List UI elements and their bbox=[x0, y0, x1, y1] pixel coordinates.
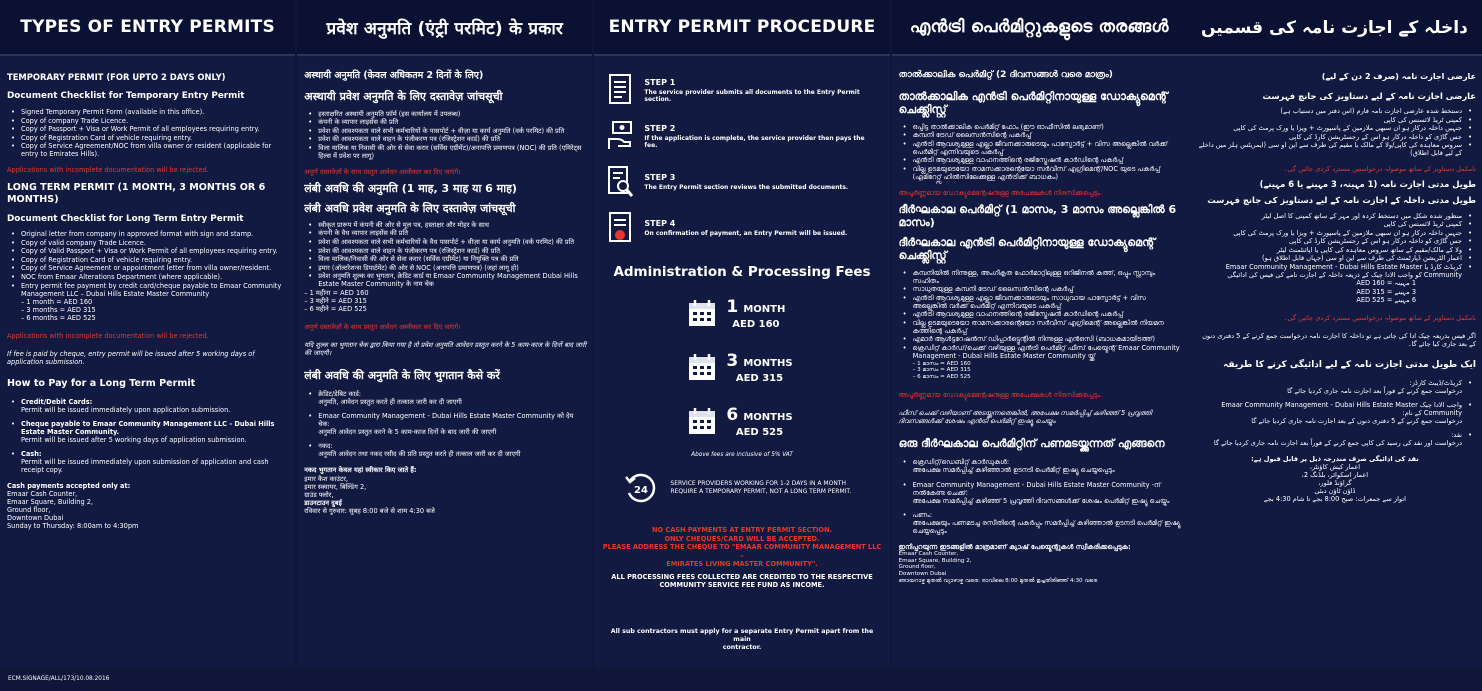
how-to-pay-title: How to Pay for a Long Term Permit bbox=[7, 378, 196, 390]
rejection-warning: نامکمل دستاویز کے ساتھ موصولہ درخواستیں مسترد کردی جائیں گی۔ bbox=[1283, 313, 1477, 322]
rejection-warning: അപൂർണ്ണമായ ഡോക്യുമെന്റേഷനുള്ള അപേക്ഷകൾ നിരസിക്കപ്പെടും. bbox=[898, 390, 1103, 399]
step-title: STEP 4 bbox=[644, 219, 676, 228]
list-item: • എൻട്രി ആവശ്യമുള്ള എല്ലാ ജീവനക്കാരുടെയും പാസ്പോർട്ട് + വിസ അല്ലെങ്കിൽ വർക്ക് പെർമിറ്റ് എന്നിവയുടെ പകർപ്പ് bbox=[899, 140, 1181, 156]
list-item: • Copy of Service Agreement or appointment letter from villa owner/resident. bbox=[7, 264, 289, 272]
long-term-permit-title: लंबी अवधि की अनुमति (1 माह, 3 माह या 6 माह) bbox=[304, 182, 517, 196]
fee-list bbox=[304, 289, 586, 313]
column-body bbox=[0, 56, 295, 530]
list-item: • کریڈٹ کارڈ یا Emaar Community Management - Dubai Hills Estate Master Community کو واجب الادا چیک کے ذریعہ داخلہ کے اجازت نامے کی فیس کی ادائیگی bbox=[1194, 263, 1476, 279]
warning-line: NO CASH PAYMENTS AT ENTRY PERMIT SECTION. bbox=[651, 526, 833, 534]
address-line: Downtown Dubai bbox=[898, 571, 947, 578]
list-item: • جس گاڑی کو داخلہ درکار ہو اس کے رجسٹریشن کارڈ کی کاپی bbox=[1194, 237, 1476, 245]
payment-method-title: • പണം: bbox=[912, 510, 932, 519]
temporary-permit-title: TEMPORARY PERMIT (FOR UPTO 2 DAYS ONLY) bbox=[7, 72, 226, 82]
list-item: • विला मालिक/निवासी की ओर से सेवा करार (सर्विस एग्रीमेंट) या नियुक्ति पत्र की प्रति bbox=[304, 255, 586, 263]
list-item: • ولا کے مالک/مقیم کے ساتھ سروس معاہدہ کی کاپی یا اپائنٹمنٹ لیٹر bbox=[1194, 246, 1476, 254]
list-item: • स्वीकृत प्रारूप में कंपनी की ओर से मूल पत्र, हस्ताक्षर और मोहर के साथ bbox=[304, 221, 586, 229]
list-item: • منظور شدہ شکل میں دستخط کردہ اور مہر کے ساتھ کمپنی کا اصل لیٹر bbox=[1194, 212, 1476, 220]
fee-list bbox=[899, 361, 1181, 381]
list-item: • प्रवेश की आवश्यकता वाले वाहन के पंजीकरण पत्र (रजिस्ट्रेशन कार्ड) की प्रति bbox=[304, 247, 586, 255]
temporary-checklist-title: താൽക്കാലിക എൻട്രി പെർമിറ്റിനായുള്ള ഡോക്യുമെന്റ് ചെക്ക്ലിസ്റ്റ് bbox=[898, 89, 1168, 117]
address-line: اتوار سے جمعرات: صبح 8:00 بجے تا شام 4:30 بجے bbox=[1263, 495, 1406, 503]
list-item: • എൻട്രി ആവശ്യമുള്ള വാഹനത്തിന്റെ രജിസ്ട്രേഷൻ കാർഡിന്റെ പകർപ്പ് bbox=[899, 310, 1181, 318]
address-line: Emaar Cash Counter, bbox=[7, 490, 78, 499]
column-header: प्रवेश अनुमति (एंट्री परमिट) के प्रकार bbox=[297, 0, 592, 56]
cheque-note: اگر فیس بذریعہ چیک ادا کی جاتی ہے تو داخلہ کا اجازت نامہ درخواست جمع کرنے کے 5 دفتری دنوں کے بعد جاری کیا جائے گا۔ bbox=[1202, 331, 1477, 348]
temporary-checklist-title: Document Checklist for Temporary Entry Permit bbox=[7, 91, 245, 102]
step-title: STEP 2 bbox=[644, 123, 676, 133]
payment-method-desc: അപേക്ഷ സമർപ്പിച്ച് കഴിഞ്ഞാൽ ഉടനടി പെർമിറ്റ് ഇഷ്യൂ ചെയ്യപ്പെടും bbox=[912, 466, 1115, 475]
column-urdu bbox=[1187, 0, 1482, 668]
long-term-permit-title: طویل مدتی اجازت نامہ (1 مہینہ، 3 مہینے یا 6 مہینے) bbox=[1259, 179, 1477, 190]
temporary-checklist-title: अस्थायी प्रवेश अनुमति के लिए दस्तावेज़ जांचसूची bbox=[304, 90, 503, 104]
document-search-icon bbox=[608, 165, 634, 199]
payment-method-desc: Permit will be issued immediately upon application submission. bbox=[21, 405, 231, 414]
rejection-warning: Applications with incomplete documentation will be rejected. bbox=[7, 332, 209, 341]
payment-method bbox=[1194, 401, 1476, 425]
payment-method-title: • Emaar Community Management - Dubai Hills Estate Master Community को देय चेक: bbox=[318, 412, 574, 429]
column-english bbox=[0, 0, 295, 668]
list-item: • جس گاڑی کو داخلہ درکار ہو اس کے رجسٹریشن کارڈ کی کاپی bbox=[1194, 133, 1476, 141]
warning-line: PLEASE ADDRESS THE CHEQUE TO "EMAAR COMMUNITY MANAGEMENT LLC – bbox=[602, 543, 882, 560]
cash-title: ഇനിപ്പറയുന്ന ഇടങ്ങളിൽ മാത്രമാണ് ക്യാഷ് പേയ്മെന്റുകൾ സ്വീകരിക്കപ്പെടുക: bbox=[898, 542, 1131, 551]
payment-method-title: • ക്രെഡിറ്റ്/ഡെബിറ്റ് കാർഡുകൾ: bbox=[912, 458, 1010, 467]
rejection-warning: Applications with incomplete documentation will be rejected. bbox=[7, 166, 209, 175]
payment-method-title: • Emaar Community Management - Dubai Hills Estate Master Community -ന് നൽകേണ്ട ചെക്ക്: bbox=[912, 480, 1161, 497]
how-to-pay-title: लंबी अवधि की अनुमति के लिए भुगतान कैसे करें bbox=[304, 368, 500, 382]
fee-list bbox=[7, 298, 289, 322]
permit-approved-icon bbox=[608, 211, 634, 245]
step-title: STEP 3 bbox=[644, 173, 676, 182]
column-body bbox=[892, 56, 1187, 585]
cheque-note: यदि शुल्क का भुगतान चेक द्वारा किया गया है तो प्रवेश अनुमति आवेदन प्रस्तुत करने के 5 काम-काज के दिनों बाद जारी की जाएगी। bbox=[304, 340, 587, 357]
cash-title: नकद भुगतान केवल यहां स्वीकार किए जाते हैं: bbox=[304, 466, 417, 475]
payment-method-title: • Credit/Debit Cards: bbox=[21, 397, 93, 406]
fee-unit: MONTHS bbox=[743, 357, 793, 369]
column-header: എൻട്രി പെർമിറ്റുകളുടെ തരങ്ങൾ bbox=[892, 0, 1187, 56]
cash-address bbox=[899, 551, 1181, 585]
payment-method-desc: അപേക്ഷയും പണമടച്ച രസീതിന്റെ പകർപ്പും സമർപ്പിച്ച് കഴിഞ്ഞാൽ ഉടനടി പെർമിറ്റ് ഇഷ്യൂ ചെയ്യപ്പെടും bbox=[912, 518, 1181, 535]
fee-amount: AED 525 bbox=[735, 426, 784, 438]
list-item: • എമാർ ആൾട്ടറേഷൻസ് ഡിപ്പാർട്ട്മെന്റിൽ നിന്നുള്ള എൻഒസി (ബാധകമായിടത്ത്) bbox=[899, 335, 1181, 343]
subcontractor-note bbox=[608, 628, 875, 653]
payment-methods bbox=[304, 390, 586, 458]
payment-method-title: • Cheque payable to Emaar Community Management LLC - Dubai Hills Estate Master Community. bbox=[21, 420, 275, 437]
procedure-step bbox=[608, 114, 879, 158]
fee-row bbox=[688, 398, 889, 444]
fee-duration: 1 bbox=[726, 296, 739, 317]
cheque-note: If fee is paid by cheque, entry permit will be issued after 5 working days of application submission. bbox=[7, 350, 255, 367]
list-item: • प्रवेश की आवश्यकता वाले सभी कर्मचारियों के पासपोर्ट + वीज़ा या कार्य अनुमति (वर्क परमिट) की प्रति bbox=[304, 127, 586, 135]
step-title: STEP 1 bbox=[644, 77, 676, 87]
list-item: • Copy of Registration Card of vehicle requiring entry. bbox=[7, 256, 289, 264]
list-item: • വില്ല ഉടമയുടെയോ താമസക്കാരന്റെയോ സർവീസ് എഗ്രിമെന്റ്/NOC യുടെ പകർപ്പ് (എമിറേറ്റ്സ് ഹിൽസിലേക്കുള്ള എൻട്രിക്ക് ബാധകം) bbox=[899, 165, 1181, 181]
payment-method bbox=[7, 450, 289, 474]
cash-warning bbox=[602, 526, 881, 569]
fee-line: – 6 months = AED 525 bbox=[21, 314, 96, 323]
note-line: COMMUNITY SERVICE FEE FUND AS INCOME. bbox=[659, 581, 825, 590]
note-line: SERVICE PROVIDERS WORKING FOR 1-2 DAYS IN A MONTH bbox=[670, 480, 846, 488]
cheque-note: ഫീസ് ചെക്ക് വഴിയാണ് അടയ്ക്കുന്നതെങ്കിൽ, അപേക്ഷ സമർപ്പിച്ച് കഴിഞ്ഞ് 5 പ്രവൃത്തി ദിവസങ്ങൾക്ക് ശേഷം എൻട്രി പെർമിറ്റ് ഇഷ്യൂ ചെയ്യും bbox=[898, 408, 1152, 425]
list-item: • Entry permit fee payment by credit card/cheque payable to Emaar Community Management LLC – Dubai Hills Estate Master Community bbox=[7, 282, 289, 298]
vat-note: Above fees are inclusive of 5% VAT bbox=[691, 452, 793, 458]
document-icon bbox=[608, 73, 634, 107]
list-item: • Copy of company Trade Licence. bbox=[7, 117, 289, 125]
list-item: • سروس معاہدہ کی کاپی/ولا کے مالک یا مقیم کی طرف سے این او سی (ایمریٹس ہلز میں داخلے کے لیے قابل اطلاق) bbox=[1194, 141, 1476, 157]
fee-list bbox=[1194, 279, 1476, 303]
long-term-checklist-title: طویل مدتی داخلہ کے اجازت نامہ کے لیے دستاویز کی جانچ فہرست bbox=[1207, 195, 1477, 206]
payment-method bbox=[304, 412, 586, 436]
list-item: • کمپنی ٹریڈ لائسنس کی کاپی bbox=[1194, 116, 1476, 124]
payment-method-title: • नकद: bbox=[318, 442, 333, 451]
long-term-permit-title: LONG TERM PERMIT (1 MONTH, 3 MONTHS OR 6 MONTHS) bbox=[7, 182, 266, 205]
column-procedure bbox=[594, 0, 889, 668]
address-line: اعمار کیش کاؤنٹر، bbox=[1309, 462, 1361, 471]
cash-address bbox=[7, 490, 289, 530]
fee-line: – 6 മാസം = AED 525 bbox=[912, 374, 971, 381]
cash-address bbox=[304, 475, 586, 515]
24-hours-icon bbox=[624, 471, 658, 505]
list-item: • جنہیں داخلہ درکار ہو ان سبھی ملازمین کے پاسپورٹ + ویزا یا ورک پرمٹ کی کاپی bbox=[1194, 229, 1476, 237]
payment-method-title: • क्रेडिट/डेबिट कार्ड: bbox=[318, 390, 361, 399]
payment-method-title: • Cash: bbox=[21, 450, 42, 459]
address-line: Emaar Square, Building 2, bbox=[7, 498, 94, 507]
rejection-warning: അപൂർണ്ണമായ ഡോക്യുമെന്റേഷനുള്ള അപേക്ഷകൾ നിരസിക്കപ്പെടും. bbox=[898, 189, 1103, 197]
temporary-permit-title: عارضی اجازت نامہ (صرف 2 دن کے لیے) bbox=[1321, 72, 1477, 81]
temporary-permit-title: താൽക്കാലിക പെർമിറ്റ് (2 ദിവസങ്ങൾ വരെ മാത്രം) bbox=[898, 70, 1113, 80]
list-item: • دستخط شدہ عارضی اجازت نامہ فارم (اس دفتر میں دستیاب ہے) bbox=[1194, 107, 1476, 115]
payment-method bbox=[1194, 431, 1476, 447]
list-item: • Copy of Service Agreement/NOC from villa owner or resident (applicable for entry to Emirates Hills). bbox=[7, 142, 289, 158]
payment-methods bbox=[899, 458, 1181, 534]
warning-line: ONLY CHEQUES/CARD WILL BE ACCEPTED. bbox=[664, 534, 820, 543]
list-item: • جنہیں داخلہ درکار ہو ان سبھی ملازمین کے پاسپورٹ + ویزا یا ورک پرمٹ کی کاپی bbox=[1194, 124, 1476, 132]
payment-method bbox=[899, 481, 1181, 505]
column-hindi bbox=[297, 0, 592, 668]
fee-line: – 1 month = AED 160 bbox=[21, 298, 93, 307]
address-line: اعمار اسکوائر، بلڈنگ 2، bbox=[1301, 470, 1369, 479]
procedure-step bbox=[608, 160, 879, 204]
list-item: • प्रवेश की आवश्यकता वाले वाहन के पंजीकरण पत्र (रजिस्ट्रेशन कार्ड) की प्रति bbox=[304, 135, 586, 143]
list-item: • Signed Temporary Permit Form (available in this office). bbox=[7, 108, 289, 116]
fee-line: 6 مہینے = AED 525 bbox=[1356, 295, 1417, 304]
payment-method-desc: अनुमति आवेदन तथा नकद रसीद की प्रति प्रस्तुत करते ही तत्काल जारी कर दी जाएगी bbox=[318, 450, 521, 459]
payment-method-title: • واجب الادا چیک Emaar Community Management - Dubai Hills Estate Master Community کے نام: bbox=[1221, 400, 1463, 417]
payment-methods bbox=[1194, 379, 1476, 447]
payment-method-desc: अनुमति आवेदन प्रस्तुत करने के 5 काम-काज दिनों के बाद जारी की जाएगी bbox=[318, 428, 497, 437]
temporary-checklist bbox=[899, 123, 1181, 181]
signage-reference: ECM.SIGNAGE/ALL/173/10.08.2016 bbox=[8, 676, 110, 682]
list-item: • Copy of Valid Passport + Visa or Work Permit of all employees requiring entry. bbox=[7, 247, 289, 255]
long-term-permit-title: ദീർഘകാല പെർമിറ്റ് (1 മാസം, 3 മാസം അല്ലെങ്കിൽ 6 മാസം) bbox=[898, 203, 1177, 230]
column-header: TYPES OF ENTRY PERMITS bbox=[0, 0, 295, 56]
address-line: Emaar Square, Building 2, bbox=[898, 557, 972, 564]
how-to-pay-title: ഒരു ദീർഘകാല പെർമിറ്റിന് പണമടയ്ക്കുന്നത് എങ്ങനെ bbox=[898, 437, 1165, 451]
payment-method-desc: درخواست جمع کرنے کے 5 دفتری دنوں کے بعد اجازت نامہ جاری کردیا جائے گا bbox=[1251, 416, 1463, 425]
service-provider-note bbox=[624, 470, 889, 506]
list-item: • कंपनी के वैध व्यापार लाइसेंस की प्रति bbox=[304, 229, 586, 237]
list-item: • कंपनी के व्यापार लाइसेंस की प्रति bbox=[304, 118, 586, 126]
note-line: ALL PROCESSING FEES COLLECTED ARE CREDITED TO THE RESPECTIVE bbox=[611, 572, 873, 581]
fee-line: – 6 महीने = AED 525 bbox=[304, 304, 367, 313]
fee-row bbox=[688, 344, 889, 390]
temporary-checklist-title: عارضی اجازت نامہ کے لیے دستاویز کی جانچ فہرست bbox=[1262, 90, 1477, 101]
list-item: • Copy of Passport + Visa or Work Permit of all employees requiring entry. bbox=[7, 125, 289, 133]
note-line: REQUIRE A TEMPORARY PERMIT, NOT A LONG TERM PERMIT. bbox=[670, 488, 852, 495]
fee-amount: AED 315 bbox=[735, 372, 784, 384]
procedure-steps bbox=[594, 56, 889, 250]
address-line: ഞായറാഴ്ച മുതൽ വ്യാഴാഴ്ച വരെ: രാവിലെ 8:00 മുതൽ ഉച്ചതിരിഞ്ഞ് 4:30 വരെ bbox=[898, 577, 1098, 584]
rejection-warning: نامکمل دستاویز کے ساتھ موصولہ درخواستیں مسترد کردی جائیں گی۔ bbox=[1283, 165, 1477, 174]
fees-list bbox=[594, 290, 889, 444]
address-line: گراؤنڈ فلور، bbox=[1318, 478, 1352, 487]
fee-duration: 3 bbox=[726, 350, 739, 371]
fee-line: – 3 महीने = AED 315 bbox=[304, 296, 367, 305]
address-line: Emaar Cash Counter, bbox=[898, 550, 959, 557]
long-term-checklist-title: लंबी अवधि प्रवेश अनुमति के लिए दस्तावेज़ जांचसूची bbox=[304, 201, 516, 215]
fee-line: – 3 months = AED 315 bbox=[21, 306, 96, 315]
fee-fund-note bbox=[604, 573, 879, 590]
list-item: • प्रवेश की आवश्यकता वाले सभी कर्मचारियों के वैध पासपोर्ट + वीज़ा या कार्य अनुमति (वर्क परमिट) की प्रति bbox=[304, 238, 586, 246]
payment-method bbox=[7, 398, 289, 414]
payment-method-desc: Permit will be issued immediately upon submission of application and cash receipt copy. bbox=[21, 458, 269, 475]
payment-methods bbox=[7, 398, 289, 474]
column-body bbox=[297, 56, 592, 515]
cash-title: Cash payments accepted only at: bbox=[7, 482, 131, 491]
cash-address bbox=[1194, 463, 1476, 503]
address-line: Downtown Dubai bbox=[7, 514, 64, 523]
fees-title: Administration & Processing Fees bbox=[613, 264, 871, 280]
list-item: • വില്ല ഉടമയുടെയോ താമസക്കാരന്റെയോ സർവീസ് എഗ്രിമെന്റ് അല്ലെങ്കിൽ നിയമന കത്തിന്റെ പകർപ്പ് bbox=[899, 319, 1181, 335]
fee-line: – 1 മാസം = AED 160 bbox=[912, 360, 971, 367]
temporary-checklist bbox=[304, 110, 586, 160]
list-item: • എൻട്രി ആവശ്യമുള്ള വാഹനത്തിന്റെ രജിസ്ട്രേഷൻ കാർഡിന്റെ പകർപ്പ് bbox=[899, 156, 1181, 164]
payment-method-desc: अनुमति, आवेदन प्रस्तुत करते ही तत्काल जारी कर दी जाएगी bbox=[318, 398, 462, 407]
address-line: Sunday to Thursday: 8:00am to 4:30pm bbox=[7, 522, 139, 531]
calendar-icon bbox=[688, 353, 716, 381]
fee-amount: AED 160 bbox=[732, 318, 780, 330]
payment-method-desc: Permit will be issued after 5 working days of application submission. bbox=[21, 436, 247, 445]
long-term-checklist bbox=[7, 230, 289, 297]
list-item: • Original letter from company in approved format with sign and stamp. bbox=[7, 230, 289, 238]
24-hours-label: 24 bbox=[634, 485, 649, 496]
list-item: • ക്രെഡിറ്റ് കാർഡ്/ചെക്ക് വഴിയുള്ള എൻട്രി പെർമിറ്റ് ഫീസ് പേയ്മെന്റ് Emaar Community Management - Dubai Hills Estate Master Community യ്ക്ക് bbox=[899, 344, 1181, 360]
note-line: All sub contractors must apply for a separate Entry Permit apart from the main bbox=[610, 627, 874, 644]
fee-line: – 3 മാസം = AED 315 bbox=[912, 367, 971, 374]
address-line: इमार स्क्वायर, बिल्डिंग 2, bbox=[304, 482, 367, 491]
fee-line: – 1 महीना = AED 160 bbox=[304, 288, 369, 297]
payment-method bbox=[304, 442, 586, 458]
warning-line: EMIRATES LIVING MASTER COMMUNITY". bbox=[666, 560, 818, 569]
long-term-checklist bbox=[304, 221, 586, 288]
address-line: ڈاؤن ٹاؤن دبئی bbox=[1314, 486, 1356, 495]
fee-duration: 6 bbox=[726, 404, 739, 425]
payment-method bbox=[899, 511, 1181, 535]
temporary-checklist bbox=[7, 108, 289, 158]
fee-unit: MONTH bbox=[743, 303, 786, 315]
column-header: داخلہ کے اجازت نامہ کی قسمیں bbox=[1187, 0, 1482, 56]
temporary-permit-title: अस्थायी अनुमति (केवल अधिकतम 2 दिनों के लिए) bbox=[304, 70, 484, 81]
payment-hand-icon bbox=[608, 119, 634, 153]
address-line: डाउनटाउन दुबई bbox=[304, 498, 342, 507]
payment-method bbox=[304, 390, 586, 406]
list-item: • اعمار الٹریشن ڈپارٹمنٹ کی طرف سے این او سی (جہاں قابل اطلاق ہو) bbox=[1194, 254, 1476, 262]
list-item: • इमार (ऑल्टरेशन्स डिपार्टमेंट) की ओर से NOC (अनापत्ति प्रमाणपत्र) (जहां लागू हो) bbox=[304, 264, 586, 272]
payment-method-desc: درخواست اور نقد کی رسید کی کاپی جمع کرنے کے فوراً بعد اجازت نامہ جاری کردیا جائے گا bbox=[1213, 438, 1463, 447]
list-item: • എൻട്രി ആവശ്യമുള്ള എല്ലാ ജീവനക്കാരുടെയും സാധുവായ പാസ്പോർട്ട് + വിസ അല്ലെങ്കിൽ വർക്ക് പെർമിറ്റ് എന്നിവയുടെ പകർപ്പ് bbox=[899, 294, 1181, 310]
rejection-warning: अपूर्ण दस्तावेज़ों के साथ प्रस्तुत आवेदन अस्वीकार कर दिए जाएंगे। bbox=[304, 322, 461, 331]
fee-line: 1 مہینہ = AED 160 bbox=[1356, 279, 1417, 288]
long-term-checklist bbox=[899, 269, 1181, 360]
list-item: • کمپنی ٹریڈ لائسنس کی کاپی bbox=[1194, 220, 1476, 228]
procedure-step bbox=[608, 206, 879, 250]
step-desc: The service provider submits all documents to the Entry Permit section. bbox=[644, 88, 860, 103]
payment-method-title: • نقد: bbox=[1451, 430, 1463, 439]
column-malayalam bbox=[892, 0, 1187, 668]
payment-method-desc: درخواست جمع کرنے کے فوراً بعد اجازت نامہ جاری کردیا جائے گا bbox=[1287, 386, 1463, 395]
how-to-pay-title: ایک طویل مدتی اجازت نامہ کے لیے ادائیگی کرنے کا طریقہ bbox=[1223, 359, 1477, 370]
list-item: • കമ്പനിയിൽ നിന്നുള്ള, അംഗീകൃത ഫോർമാറ്റിലുള്ള ഒറിജിനൽ കത്ത്, ഒപ്പും സ്റ്റാമ്പും സഹിതം bbox=[899, 269, 1181, 285]
payment-method bbox=[899, 458, 1181, 474]
address-line: Ground floor, bbox=[7, 506, 51, 515]
step-desc: If the application is complete, the service provider then pays the fee. bbox=[644, 134, 865, 149]
list-item: • കമ്പനി ട്രേഡ് ലൈസൻസിന്റെ പകർപ്പ് bbox=[899, 131, 1181, 139]
column-header: ENTRY PERMIT PROCEDURE bbox=[594, 0, 889, 56]
payment-method bbox=[1194, 379, 1476, 395]
fee-line: 3 مہینے = AED 315 bbox=[1356, 287, 1417, 296]
fee-row bbox=[688, 290, 889, 336]
calendar-icon bbox=[688, 299, 716, 327]
calendar-icon bbox=[688, 407, 716, 435]
procedure-step bbox=[608, 68, 879, 112]
list-item: • സാധുതയുള്ള കമ്പനി ട്രേഡ് ലൈസൻസിന്റെ പകർപ്പ് bbox=[899, 285, 1181, 293]
address-line: Ground floor, bbox=[898, 564, 936, 571]
address-line: रविवार से गुरुवार: सुबह 8:00 बजे से शाम 4:30 बजे bbox=[304, 506, 435, 515]
column-body bbox=[1187, 56, 1482, 503]
long-term-checklist-title: Document Checklist for Long Term Entry Permit bbox=[7, 213, 244, 224]
note-line: contractor. bbox=[722, 644, 762, 652]
fee-unit: MONTHS bbox=[743, 411, 793, 423]
list-item: • Copy of valid company Trade Licence. bbox=[7, 239, 289, 247]
address-line: इमार कैश काउंटर, bbox=[304, 474, 349, 483]
address-line: ग्राउंड फ्लोर, bbox=[304, 490, 334, 499]
list-item: • Copy of Registration Card of vehicle requiring entry. bbox=[7, 134, 289, 142]
rejection-warning: अपूर्ण दस्तावेज़ों के साथ प्रस्तुत आवेदन अस्वीकार कर दिए जाएंगे। bbox=[304, 168, 461, 177]
payment-method-title: • کریڈٹ/ڈیبٹ کارڈز: bbox=[1409, 378, 1463, 387]
list-item: • NOC from Emaar Alterations Department (where applicable). bbox=[7, 273, 289, 281]
step-desc: The Entry Permit section reviews the submitted documents. bbox=[644, 184, 849, 191]
step-desc: On confirmation of payment, an Entry Permit will be issued. bbox=[644, 230, 848, 237]
long-term-checklist bbox=[1194, 212, 1476, 279]
list-item: • प्रवेश अनुमति शुल्क का भुगतान, क्रेडिट कार्ड या Emaar Community Management Dubai Hills Estate Master Community के नाम चेक bbox=[304, 272, 586, 288]
payment-method bbox=[7, 420, 289, 444]
list-item: • हस्ताक्षरित अस्थायी अनुमति फ़ॉर्म (इस कार्यालय में उपलब्ध) bbox=[304, 110, 586, 118]
payment-method-desc: അപേക്ഷ സമർപ്പിച്ച് കഴിഞ്ഞ് 5 പ്രവൃത്തി ദിവസങ്ങൾക്ക് ശേഷം പെർമിറ്റ് ഇഷ്യൂ ചെയ്യും bbox=[912, 496, 1170, 505]
long-term-checklist-title: ദീർഘകാല എൻട്രി പെർമിറ്റിനായുള്ള ഡോക്യുമെന്റ് ചെക്ക്ലിസ്റ്റ് bbox=[898, 235, 1156, 263]
cash-title: نقد کی ادائیگی صرف مندرجہ ذیل پر قابل قبول ہے: bbox=[1251, 454, 1419, 463]
list-item: • विला मालिक या निवासी की ओर से सेवा करार (सर्विस एग्रीमेंट)/अनापत्ति प्रमाणपत्र (NOC) की प्रति (एमिरेट्स हिल्स में प्रवेश पर लागू) bbox=[304, 144, 586, 160]
list-item: • ഒപ്പിട്ട താൽക്കാലിക പെർമിറ്റ് ഫോം (ഈ ഓഫീസിൽ ലഭ്യമാണ്) bbox=[899, 123, 1181, 131]
temporary-checklist bbox=[1194, 107, 1476, 157]
